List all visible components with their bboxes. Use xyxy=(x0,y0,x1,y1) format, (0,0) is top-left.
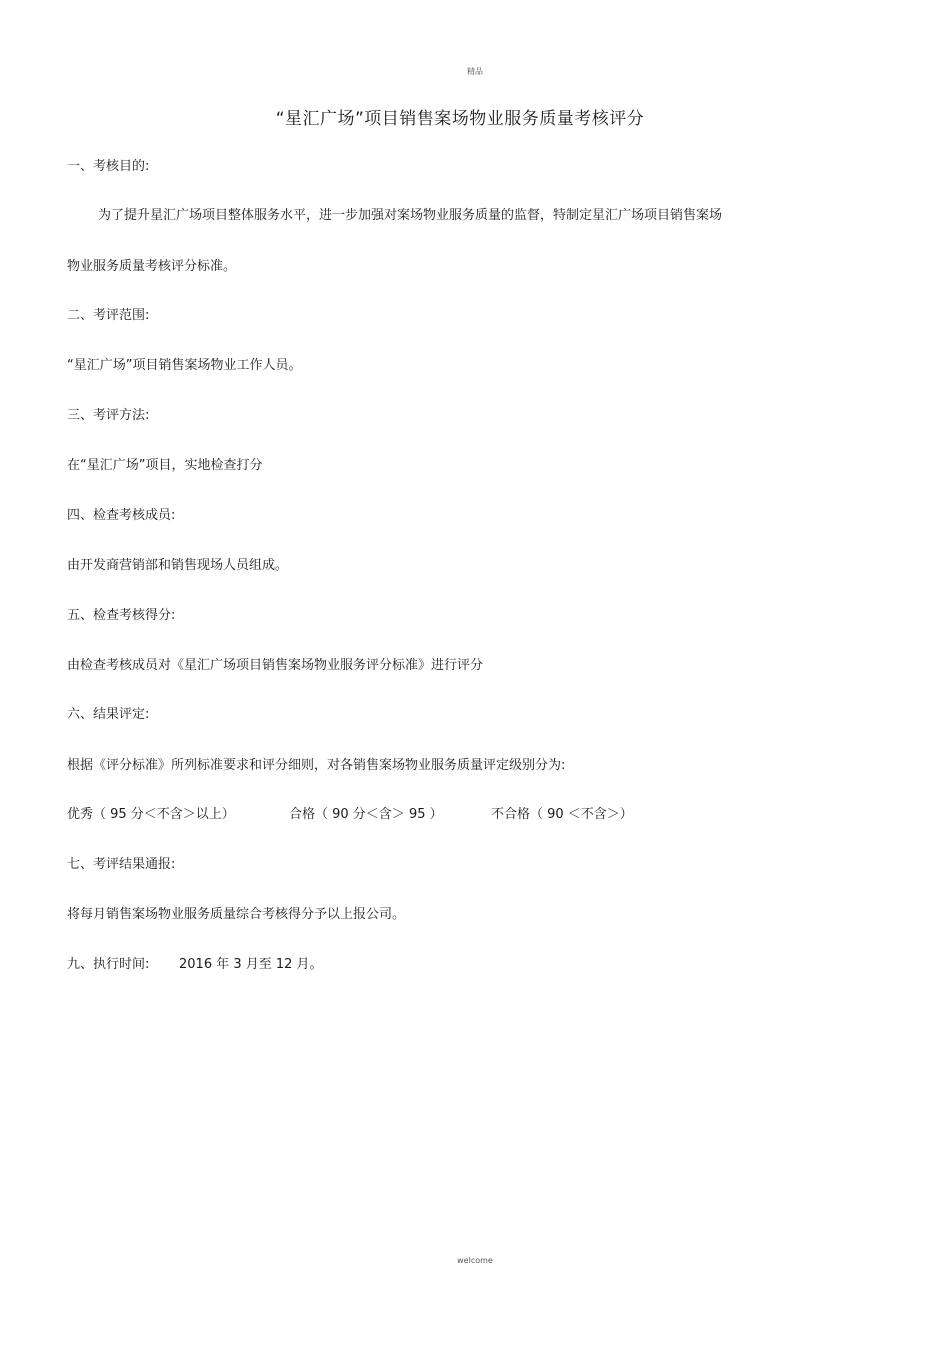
grade-pass: 合格（ 90 分＜含＞ 95 ） xyxy=(289,807,443,822)
section-2-heading: 二、考评范围: xyxy=(67,308,150,323)
execution-time-label: 九、执行时间: xyxy=(67,957,150,972)
document-title: “星汇广场”项目销售案场物业服务质量考核评分 xyxy=(275,109,645,129)
section-7-body: 将每月销售案场物业服务质量综合考核得分予以上报公司。 xyxy=(67,907,406,922)
page-header: 精品 xyxy=(467,67,483,76)
grade-fail: 不合格（ 90 ＜不含＞） xyxy=(491,807,633,822)
section-4-heading: 四、检查考核成员: xyxy=(67,508,176,523)
section-1-paragraph-line-1: 为了提升星汇广场项目整体服务水平，进一步加强对案场物业服务质量的监督，特制定星汇广场项目销售案场 xyxy=(98,208,723,223)
page-footer: welcome xyxy=(457,1256,493,1265)
section-6-body: 根据《评分标准》所列标准要求和评分细则，对各销售案场物业服务质量评定级别分为: xyxy=(67,758,566,773)
execution-time-row xyxy=(67,956,323,974)
section-5-heading: 五、检查考核得分: xyxy=(67,608,176,623)
section-2-body: “星汇广场”项目销售案场物业工作人员。 xyxy=(67,358,302,373)
section-6-heading: 六、结果评定: xyxy=(67,707,150,722)
section-3-heading: 三、考评方法: xyxy=(67,408,150,423)
section-5-body: 由检查考核成员对《星汇广场项目销售案场物业服务评分标准》进行评分 xyxy=(67,658,484,673)
section-1-heading: 一、考核目的: xyxy=(67,159,150,174)
section-4-body: 由开发商营销部和销售现场人员组成。 xyxy=(67,558,289,573)
grade-excellent: 优秀（ 95 分＜不含＞以上） xyxy=(67,807,235,822)
grade-levels-row xyxy=(67,806,633,824)
section-3-body: 在“星汇广场”项目，实地检查打分 xyxy=(67,458,263,473)
section-1-paragraph-line-2: 物业服务质量考核评分标准。 xyxy=(67,259,237,274)
section-7-heading: 七、考评结果通报: xyxy=(67,857,176,872)
execution-time-value: 2016 年 3 月至 12 月。 xyxy=(179,957,323,972)
